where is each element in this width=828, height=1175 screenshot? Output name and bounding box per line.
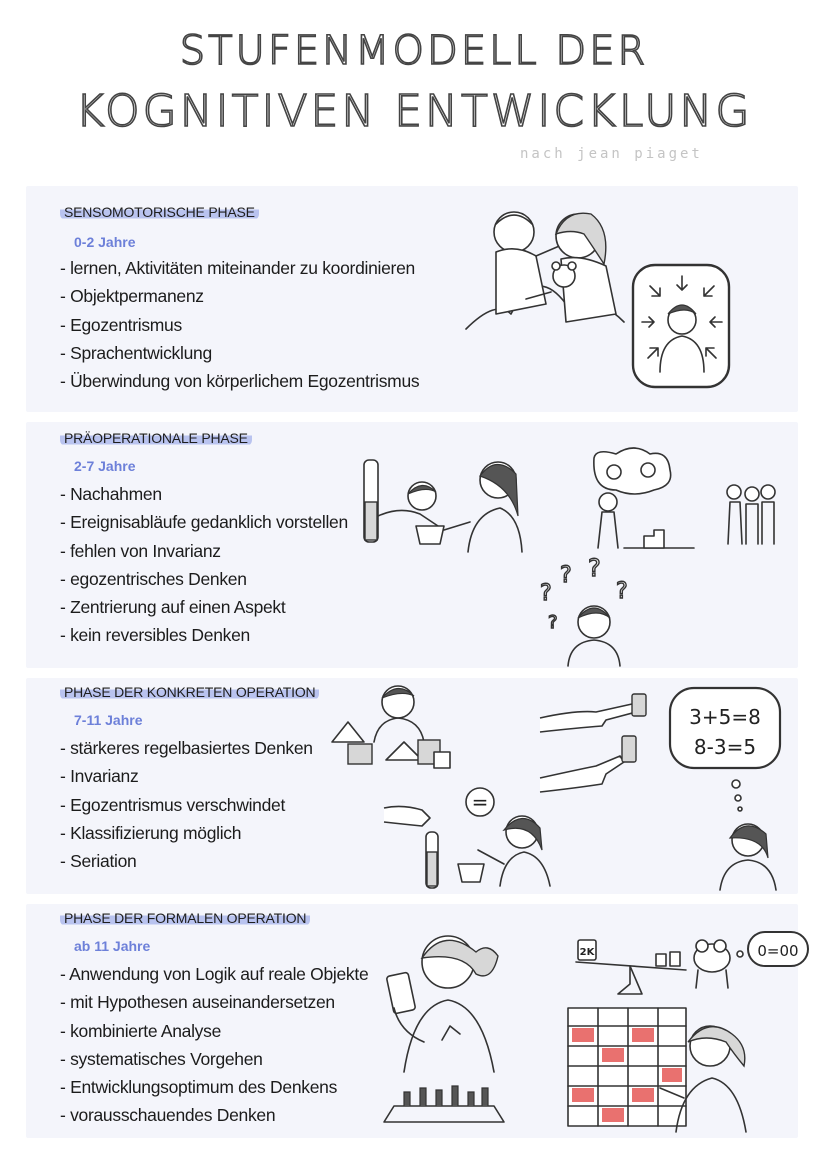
- phase-age: 7-11 Jahre: [74, 712, 143, 728]
- list-item: - Ereignisabläufe gedanklich vorstellen: [60, 512, 348, 533]
- formula-text: 0=00: [757, 942, 799, 960]
- page-title-line2: KOGNITIVEN ENTWICKLUNG: [75, 86, 753, 137]
- egocentrism-boy-illustration: [630, 262, 732, 390]
- math-line-2: 8-3=5: [693, 735, 757, 759]
- list-item: - Seriation: [60, 851, 137, 872]
- list-item: - Sprachentwicklung: [60, 342, 212, 363]
- list-item: - Entwicklungsoptimum des Denkens: [60, 1077, 338, 1098]
- list-item: - Überwindung von körperlichem Egozentrismus: [60, 371, 420, 392]
- list-item: - stärkeres regelbasiertes Denken: [60, 738, 313, 758]
- phase-age: ab 11 Jahre: [74, 938, 151, 954]
- phase-title: PHASE DER KONKRETEN OPERATION: [60, 684, 319, 700]
- balance-scale-illustration: [572, 932, 692, 1002]
- list-item: - lernen, Aktivitäten miteinander zu koordinieren: [60, 258, 415, 278]
- phase-items: [60, 734, 313, 875]
- weight-label: 2K: [579, 947, 595, 958]
- pointing-hands-illustration: [536, 688, 646, 798]
- svg-text:?: ?: [548, 612, 558, 633]
- list-item: - Egozentrismus: [60, 314, 182, 335]
- equals-comparison-illustration: [382, 778, 552, 888]
- sandcastle-illustration: [574, 452, 774, 552]
- svg-text:?: ?: [560, 563, 572, 588]
- list-item: - Klassifizierung möglich: [60, 822, 242, 843]
- question-marks-illustration: [534, 554, 644, 666]
- page-subtitle: nach jean piaget: [520, 146, 703, 162]
- list-item: - Egozentrismus verschwindet: [60, 794, 286, 815]
- list-item: - vorausschauendes Denken: [60, 1105, 276, 1126]
- blocks-child-illustration: [326, 682, 456, 778]
- svg-text:?: ?: [588, 554, 601, 582]
- phase-age: 0-2 Jahre: [74, 234, 136, 250]
- phase-items: [60, 254, 419, 395]
- list-item: - kombinierte Analyse: [60, 1020, 222, 1041]
- phase-title: PRÄOPERATIONALE PHASE: [60, 430, 252, 446]
- liquid-glasses-illustration: [360, 456, 522, 556]
- phase-praeoperational: [26, 422, 798, 668]
- svg-text:?: ?: [540, 581, 552, 606]
- mother-baby-illustration: [456, 204, 626, 334]
- page-title-line1: STUFENMODELL DER: [179, 28, 649, 74]
- thinking-girl-illustration: [712, 814, 782, 890]
- equals-bubble-text: =: [471, 790, 489, 814]
- phase-items: [60, 960, 368, 1130]
- thought-dots: [726, 778, 746, 814]
- list-item: - Nachahmen: [60, 484, 162, 504]
- list-item: - fehlen von Invarianz: [60, 540, 221, 561]
- phase-items: [60, 480, 348, 650]
- list-item: - Anwendung von Logik auf reale Objekte: [60, 964, 369, 984]
- list-item: - egozentrisches Denken: [60, 568, 247, 589]
- list-item: - Invarianz: [60, 766, 139, 787]
- list-item: - systematisches Vorgehen: [60, 1048, 263, 1069]
- svg-text:?: ?: [616, 579, 628, 604]
- phase-title: PHASE DER FORMALEN OPERATION: [60, 910, 310, 926]
- phase-formal: [26, 904, 798, 1138]
- list-item: - kein reversibles Denken: [60, 625, 250, 646]
- phase-konkret: [26, 678, 798, 894]
- phase-sensomotorisch: [26, 186, 798, 412]
- list-item: - Zentrierung auf einen Aspekt: [60, 597, 286, 618]
- math-thought-bubble: [668, 686, 784, 778]
- formula-thought-bubble: [734, 930, 810, 970]
- list-item: - Objektpermanenz: [60, 286, 204, 307]
- phase-age: 2-7 Jahre: [74, 458, 136, 474]
- chess-girl-illustration: [364, 922, 524, 1132]
- math-line-1: 3+5=8: [689, 705, 761, 729]
- phase-title: SENSOMOTORISCHE PHASE: [60, 204, 259, 220]
- frog-illustration: [688, 936, 736, 990]
- planning-board-illustration: [566, 1002, 756, 1134]
- list-item: - mit Hypothesen auseinandersetzen: [60, 992, 335, 1013]
